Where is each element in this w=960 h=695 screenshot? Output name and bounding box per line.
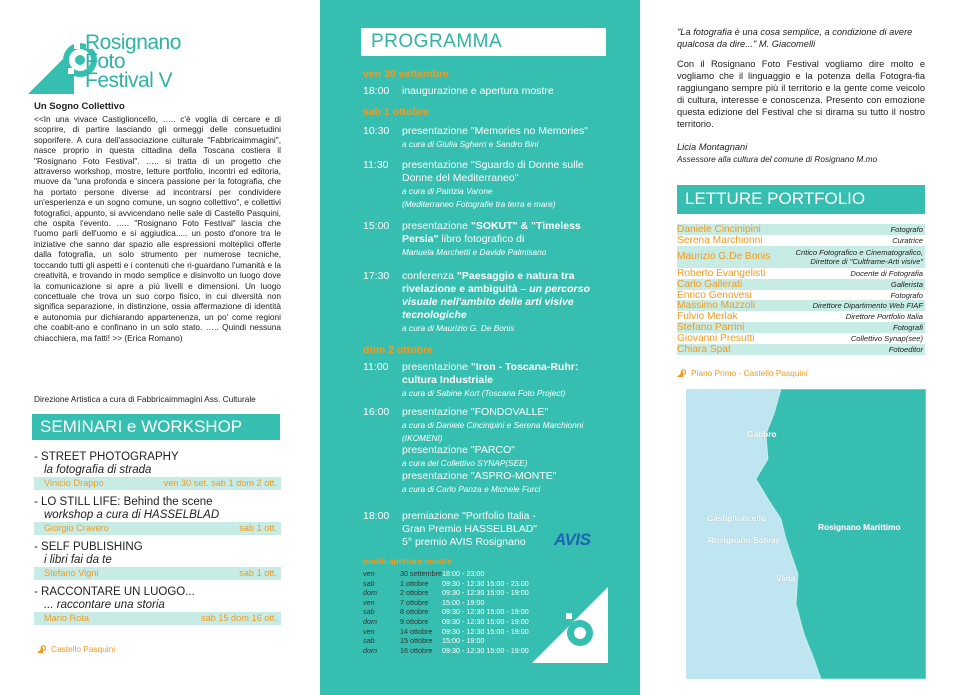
letture-table (677, 224, 925, 355)
signature-role: Assessore alla cultura del comune di Rosignano M.mo (677, 154, 878, 164)
seminar-item (34, 541, 281, 580)
event-credit: a cura di Carlo Panza e Michele Furci (402, 483, 541, 494)
location-pin-icon (37, 645, 46, 653)
event-credit: a cura di Giulia Sgherri e Sandro Bini (402, 139, 539, 149)
event-credit: a cura di Sabine Kort (Toscana Foto Project) (402, 388, 566, 398)
orari-row (363, 646, 529, 656)
festival-title-line3: Festival V (85, 69, 173, 92)
event-time: 18:00 (363, 85, 390, 97)
seminari-list (34, 451, 281, 631)
seminar-subtitle: ... raccontare una storia (44, 599, 165, 611)
orari-date: 15 ottobre (400, 636, 433, 646)
portfolio-row (677, 290, 925, 301)
program-event (363, 159, 603, 210)
orari-row (363, 636, 529, 646)
orari-hours: 09:30 - 12:30 15:00 - 23:00 (442, 578, 529, 588)
event-credit: a cura di Patrizia Varone (402, 186, 493, 196)
event-time: 18:00 (363, 510, 390, 522)
program-event (363, 406, 603, 495)
event-subtitle: 5° premio AVIS Rosignano (402, 536, 526, 548)
seminari-location-label: Castello Pasquini (51, 644, 116, 654)
program-event (363, 270, 603, 335)
event-title: presentazione "Memories no Memories" (402, 125, 589, 137)
seminar-dates: sab 15 dom 16 ott. (200, 613, 277, 623)
event-title: presentazione "PARCO" (402, 444, 515, 456)
seminar-info-row (34, 477, 281, 490)
orari-heading: orario apertura mostre (363, 556, 452, 566)
day-heading: ven 30 settembre (363, 68, 449, 80)
program-event (363, 85, 603, 98)
event-credit: a cura di Maurizio G. De Bonis (402, 323, 515, 333)
portfolio-row (677, 279, 925, 290)
event-time: 15:00 (363, 220, 390, 232)
event-credit: (IKOMENI) (402, 432, 443, 443)
portfolio-row (677, 344, 925, 355)
orari-hours: 15:00 - 19:00 (442, 597, 485, 607)
letture-location-label: Piano Primo - Castello Pasquini (691, 368, 808, 378)
portfolio-row (677, 268, 925, 279)
presentazione-text: Con il Rosignano Foto Festival vogliamo dire molto e vogliamo che il linguaggio e la potenza della Fotogra-fia raggiungano sempre più il territorio e la gente come veicolo di cultura, interesse e conoscenza. Presento con emozione questa edizione del Festival che si dirama su tutto il nostro territorio. (677, 59, 925, 129)
orari-day: ven (363, 626, 375, 636)
seminar-item (34, 496, 281, 535)
map-label-castiglioncello: Castiglioncello (707, 513, 767, 523)
program-event (363, 125, 603, 151)
event-title: inaugurazione e apertura mostre (402, 85, 554, 97)
orari-hours: 09:30 - 12:30 15:00 - 19:00 (442, 616, 529, 626)
orari-row (363, 627, 529, 637)
reviewer-name: Roberto Evangelisti (677, 267, 766, 279)
event-time: 16:00 (363, 406, 390, 418)
reviewer-role: Direttore Portfolio Italia (845, 312, 923, 322)
seminar-info-row (34, 612, 281, 625)
portfolio-row (677, 224, 925, 235)
orari-date: 9 ottobre (400, 616, 429, 626)
orari-row (363, 579, 529, 589)
orari-hours: 09:30 - 12:30 15:00 - 19:00 (442, 626, 529, 636)
event-title: premiazione "Portfolio Italia - Gran Premio HASSELBLAD" (402, 510, 538, 535)
map-label-rosignano-marittimo: Rosignano Marittimo (818, 522, 901, 532)
event-time: 10:30 (363, 125, 390, 137)
event-title: presentazione "SOKUT" & "Timeless Persia" libro fotografico di (402, 220, 581, 245)
orari-row (363, 588, 529, 598)
letture-location (677, 368, 808, 378)
orari-date: 7 ottobre (400, 597, 429, 607)
event-credit: a cura del Collettivo SYNAP(SEE) (402, 458, 528, 468)
seminar-title: - RACCONTARE UN LUOGO... (34, 586, 195, 598)
reviewer-name: Serena Marchionni (677, 234, 763, 246)
reviewer-name: Fulvio Merlak (677, 311, 738, 323)
program-event (363, 220, 603, 259)
festival-title-line1: Rosignano (85, 31, 181, 54)
seminar-subtitle: workshop a cura di HASSELBLAD (44, 509, 220, 521)
map-label-vada: Vada (776, 573, 796, 583)
portfolio-row (677, 322, 925, 333)
reviewer-role: Fotografo (890, 224, 923, 234)
seminar-person: Giorgio Cravero (44, 523, 109, 533)
signature-name: Licia Montagnani (677, 142, 748, 152)
reviewer-role: Fotografo (890, 290, 923, 300)
area-map (686, 389, 926, 679)
orari-date: 2 ottobre (400, 588, 429, 598)
orari-day: sab (363, 607, 375, 617)
portfolio-row (677, 311, 925, 322)
map-label-gabbro: Gabbro (747, 429, 777, 439)
reviewer-name: Massimo Mazzoli (677, 300, 756, 312)
seminar-item (34, 586, 281, 625)
reviewer-name: Daniele Cincinipini (677, 223, 761, 235)
orari-hours: 09:30 - 12:30 15:00 - 19:00 (442, 645, 529, 655)
reviewer-name: Carlo Gallerati (677, 278, 743, 290)
programma-panel (320, 0, 640, 695)
intro-subtitle: Un Sogno Collettivo (34, 101, 125, 112)
left-panel (0, 0, 320, 695)
event-time: 17:30 (363, 270, 390, 282)
reviewer-role: Critico Fotografico e Cinematografico, Direttore di "Cultframe-Arti visive" (795, 247, 923, 266)
portfolio-row (677, 246, 925, 268)
reviewer-role: Collettivo Synap(see) (850, 334, 923, 344)
orari-date: 1 ottobre (400, 578, 429, 588)
reviewer-name: Maurizio G.De Bonis (677, 251, 771, 263)
orari-date: 8 ottobre (400, 607, 429, 617)
orari-table (363, 569, 529, 655)
orari-hours: 18:00 - 23:00 (442, 569, 485, 578)
orari-day: sab (363, 636, 375, 646)
orari-hours: 09:30 - 12:30 15:00 - 19:00 (442, 588, 529, 598)
event-credit: Manuela Marchetti e Davide Palmisano (402, 247, 547, 257)
festival-title (85, 33, 181, 90)
reviewer-name: Enrico Genovesi (677, 289, 752, 301)
orari-row (363, 617, 529, 627)
reviewer-role: Docente di Fotografia (850, 268, 923, 278)
portfolio-row (677, 235, 925, 246)
orari-date: 30 settembre (400, 569, 442, 578)
orari-row (363, 607, 529, 617)
letture-heading: LETTURE PORTFOLIO (677, 185, 925, 214)
event-time: 11:00 (363, 361, 389, 373)
reviewer-name: Chiara Spat (677, 343, 731, 355)
orari-date: 14 ottobre (400, 626, 433, 636)
seminar-title: - SELF PUBLISHING (34, 541, 143, 553)
festival-logo-icon (532, 587, 608, 663)
intro-text: <<In una vivace Castiglioncello, ….. c'è voglia di cercare e di scoprire, di partire lasciando gli ormeggi delle consuetudini soporifere. A cura dell'associazione culturale "Fabbricaimmagini", nasce proprio in questa cittadina della Toscana costiera il "Rosignano Foto Festival". ….. si tratta di un progetto che attraverso workshop, mostre, letture portfolio, incontri ed editoria, muove da "una profonda e sincera passione per la fotografia, che ha portato persone diverse ad incontrarsi per condividere un'esperienza e un sogno comune, un sogno collettivo", e collettivi fotografici, appunto, si avvicendano nelle sale di Castello Pasquini, che ospita l'evento. ….. "Rosignano Foto Festival" lascia che l'uomo parli dell'uomo e si aggiudica..... un posto d'onore tra le iniziative che sanno dar spazio alle espressioni molteplici offerte dalla fotografia, un solo strumento per numerose tecniche, toccando tutti gli aspetti e i contenuti che ri-guardano l'umanità e la creatività, e trovando in modo semplice e disinvolto un luogo dove la comunicazione si apre a più livelli e dimensioni. Un luogo concettuale che trova un suo corpo fisico, in cui diversità non significa separazione, in distinzione, ossia affermazione di identità e autonomia pur dichiarando appartenenza, un po' come regioni che coabit-ano e confinano in un solo stato. ….. Quindi nessuna chiacchiera, ma fatti! >> (Erica Romano) (34, 114, 281, 343)
seminar-dates: ven 30 set. sab 1 dom 2 ott. (163, 478, 277, 488)
orari-day: dom (363, 616, 377, 626)
seminar-item (34, 451, 281, 490)
event-credit: (Mediterraneo Fotografie tra terra e mare) (402, 198, 556, 209)
reviewer-role: Fotografi (893, 323, 923, 333)
event-title: conferenza "Paesaggio e natura tra rivelazione e ambiguità – un percorso visuale nell'ambito delle arti visive tecnologiche (402, 270, 590, 321)
programma-heading: PROGRAMMA (361, 28, 606, 56)
event-title: presentazione "FONDOVALLE" (402, 406, 549, 418)
seminar-dates: sab 1 ott. (239, 523, 277, 533)
orari-day: ven (363, 597, 375, 607)
orari-day: dom (363, 588, 377, 598)
orari-row (363, 569, 529, 579)
seminar-title: - STREET PHOTOGRAPHY (34, 451, 179, 463)
seminar-info-row (34, 567, 281, 580)
festival-title-line2: Foto (85, 50, 126, 73)
reviewer-role: Fotoeditor (888, 344, 923, 354)
seminar-person: Mario Rota (44, 613, 89, 623)
giacomelli-quote: "La fotografia è una cosa semplice, a condizione di avere qualcosa da dire..." M. Giacomelli (677, 27, 913, 49)
orari-hours: 09:30 - 12:30 15:00 - 19:00 (442, 607, 529, 617)
reviewer-role: Curatrice (892, 235, 923, 245)
orari-day: ven (363, 569, 375, 578)
day-heading: sab 1 ottobre (363, 106, 429, 118)
seminar-subtitle: i libri fai da te (44, 554, 112, 566)
seminar-person: Stefano Vigni (44, 568, 99, 578)
reviewer-name: Stefano Parrini (677, 322, 745, 334)
avis-logo: AVIS (554, 530, 591, 549)
seminar-dates: sab 1 ott. (239, 568, 277, 578)
orari-day: dom (363, 645, 377, 655)
event-title: presentazione "Sguardo di Donne sulle Donne del Mediterraneo" (402, 159, 584, 184)
orari-day: sab (363, 578, 375, 588)
seminar-subtitle: la fotografia di strada (44, 464, 152, 476)
day-heading: dom 2 ottobre (363, 344, 433, 356)
portfolio-row (677, 333, 925, 344)
orari-hours: 15:00 - 19:00 (442, 636, 485, 646)
orari-date: 16 ottobre (400, 645, 433, 655)
seminari-heading: SEMINARI e WORKSHOP (32, 414, 280, 440)
seminari-location (37, 644, 115, 654)
event-credit: a cura di Daniele Cincinipini e Serena Marchionni (402, 420, 584, 430)
event-title: presentazione "Iron - Toscana-Ruhr: cultura Industriale (402, 361, 579, 386)
event-title: presentazione "ASPRO-MONTE" (402, 469, 557, 482)
seminar-person: Vinicio Drappo (44, 478, 104, 488)
program-event (363, 361, 603, 400)
reviewer-role: Gallerista (890, 279, 923, 289)
seminar-info-row (34, 522, 281, 535)
reviewer-role: Direttore Dipartimento Web FIAF (812, 301, 923, 311)
portfolio-row (677, 300, 925, 311)
orari-row (363, 598, 529, 608)
map-label-rosignano-solvay: Rosignano Solvay (708, 535, 780, 545)
seminar-title: - LO STILL LIFE: Behind the scene (34, 496, 213, 508)
location-pin-icon (677, 369, 686, 377)
event-time: 11:30 (363, 159, 389, 171)
reviewer-name: Giovanni Presutti (677, 333, 755, 345)
direzione-credit: Direzione Artistica a cura di Fabbricaimmagini Ass. Culturale (34, 394, 256, 404)
